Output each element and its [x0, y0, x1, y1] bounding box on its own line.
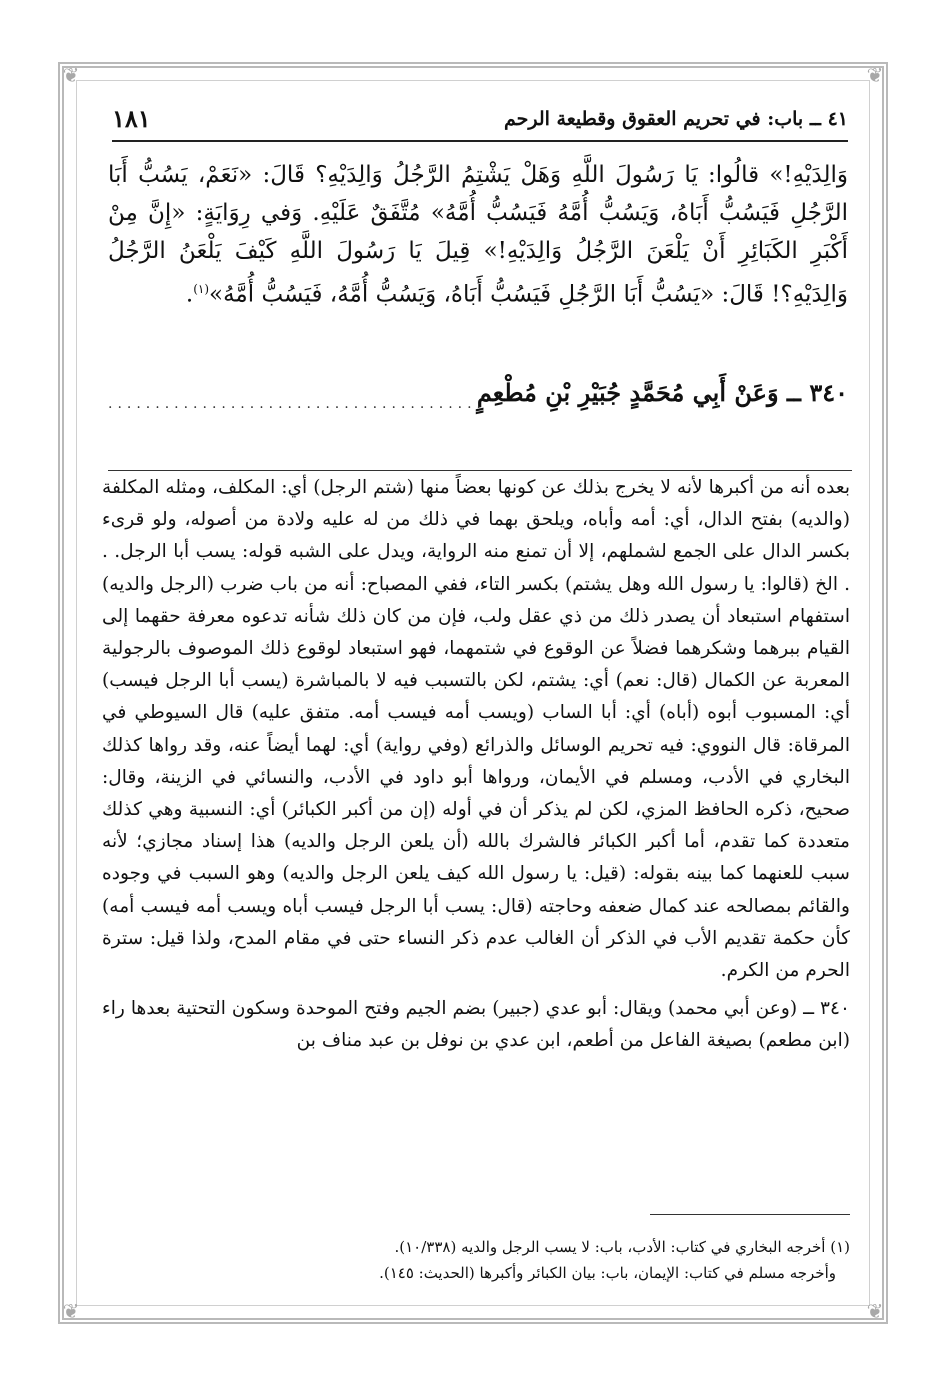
footnote-1-continued: وأخرجه مسلم في كتاب: الإيمان، باب: بيان الكبائر وأكبرها (الحديث: ١٤٥). — [379, 1264, 836, 1282]
footnotes — [160, 1234, 850, 1286]
commentary-block — [102, 472, 850, 1058]
commentary-paragraph: بعده أنه من أكبرها لأنه لا يخرج بذلك عن كونها بعضاً منها (شتم الرجل) أي: المكلف، ومثله المكلفة (والديه) بفتح الدال، أي: أمه وأباه، ويلحق بهما في ذلك من له عليه ولادة من أصوله، ولو قرىء بكسر الدال على الجمع لشملهم، إلا أن تمنع منه الرواية، ويدل على الشبه قوله: يسب أبا الرجل. . . الخ (قالوا: يا رسول الله وهل يشتم) بكسر التاء، ففي المصباح: أنه من باب ضرب (الرجل والديه) استفهام استبعاد أن يصدر ذلك من ذي عقل ولب، فإن من كان ذلك شأنه تدعوه معرفة حقهما إلى القيام ببرهما وشكرهما فضلاً عن الوقوع في شتمهما، فهو استبعاد لوقوع ذلك الموصوف بالرجولية المعربة عن الكمال (قال: نعم) أي: يشتم، لكن بالتسبب فيه لا بالمباشرة (يسب أبا الرجل فيسب) أي: المسبوب أبوه (أباه) أي: أبا الساب (ويسب أمه فيسب أمه. متفق عليه) قال السيوطي في المرقاة: قال النووي: فيه تحريم الوسائل والذرائع (وفي رواية) أي: لهما أيضاً عنه، وقد رواها كذلك البخاري في الأدب، ومسلم في الأيمان، ورواها أبو داود في الأدب، والنسائي في الزينة، وقال: صحيح، ذكره الحافظ المزي، لكن لم يذكر أن في أوله (إن من أكبر الكبائر) أي: النسبية وهي كذلك متعددة كما تقدم، أما أكبر الكبائر فالشرك بالله (أن يلعن الرجل والديه) هذا إسناد مجازي؛ لأنه سبب للعنهما كما بينه بقوله: (قيل: يا رسول الله كيف يلعن الرجل والديه) وهو السبب في وجوده والقائم بمصالحه عند كمال ضعفه وحاجته (قال: يسب أبا الرجل فيسب أباه ويسب أمه فيسب أمه) كأن حكمة تقديم الأب في الذكر أن الغالب عدم ذكر النساء حتى في مقام المدح، ولذا قيل: سترة الحرم من الكرم. — [102, 477, 850, 982]
hadith-text-block — [108, 156, 848, 314]
header-divider — [112, 140, 848, 142]
hadith-end: . — [185, 281, 194, 308]
ornament-top-left-icon: ❦ — [62, 63, 80, 87]
page-number: ١٨١ — [112, 104, 151, 133]
commentary-divider — [108, 470, 852, 471]
ornament-bottom-left-icon: ❦ — [62, 1299, 80, 1323]
hadith-text — [108, 156, 848, 314]
ornament-bottom-right-icon: ❦ — [866, 1299, 884, 1323]
chapter-title: ٤١ ــ باب: في تحريم العقوق وقطيعة الرحم — [504, 108, 848, 130]
hadith-heading-text: ٣٤٠ ــ وَعَنْ أَبِي مُحَمَّدٍ جُبَيْرِ بْنِ مُطْعِمٍ — [476, 378, 848, 407]
footnote-divider — [650, 1214, 850, 1215]
footnote-marker: (١) — [193, 282, 210, 296]
heading-dot-leader: ........................................ — [108, 396, 487, 412]
page-header — [112, 104, 848, 140]
hadith-body: وَالِدَيْهِ!» قالُوا: يَا رَسُولَ اللَّهِ وَهَلْ يَشْتِمُ الرَّجُلُ وَالِدَيْهِ؟ قَالَ: «نَعَمْ، يَسُبُّ أَبَا الرَّجُلِ فَيَسُبُّ أَبَاهُ، وَيَسُبُّ أُمَّهُ فَيَسُبُّ أُمَّهُ» مُتَّفَقٌ عَلَيْهِ. وَفي رِوَايَةٍ: «إِنَّ مِنْ أَكْبَرِ الكَبَائِرِ أَنْ يَلْعَنَ الرَّجُلُ وَالِدَيْهِ!» قِيلَ يَا رَسُولَ اللَّهِ كَيْفَ يَلْعَنُ الرَّجُلُ وَالِدَيْهِ؟! قَالَ: «يَسُبُّ أَبَا الرَّجُلِ فَيَسُبُّ أَبَاهُ، وَيَسُبُّ أُمَّهُ، فَيَسُبُّ أُمَّهُ» — [108, 162, 848, 308]
hadith-heading — [108, 378, 848, 422]
commentary-paragraph: ٣٤٠ ــ (وعن أبي محمد) ويقال: أبو عدي (جبير) بضم الجيم وفتح الموحدة وسكون التحتية بعدها راء (ابن مطعم) بصيغة الفاعل من أطعم، ابن عدي بن نوفل بن عبد مناف بن — [102, 998, 850, 1052]
ornament-top-right-icon: ❦ — [866, 63, 884, 87]
footnote-1: (١) أخرجه البخاري في كتاب: الأدب، باب: لا يسب الرجل والديه (١٠/٣٣٨). — [394, 1238, 850, 1256]
